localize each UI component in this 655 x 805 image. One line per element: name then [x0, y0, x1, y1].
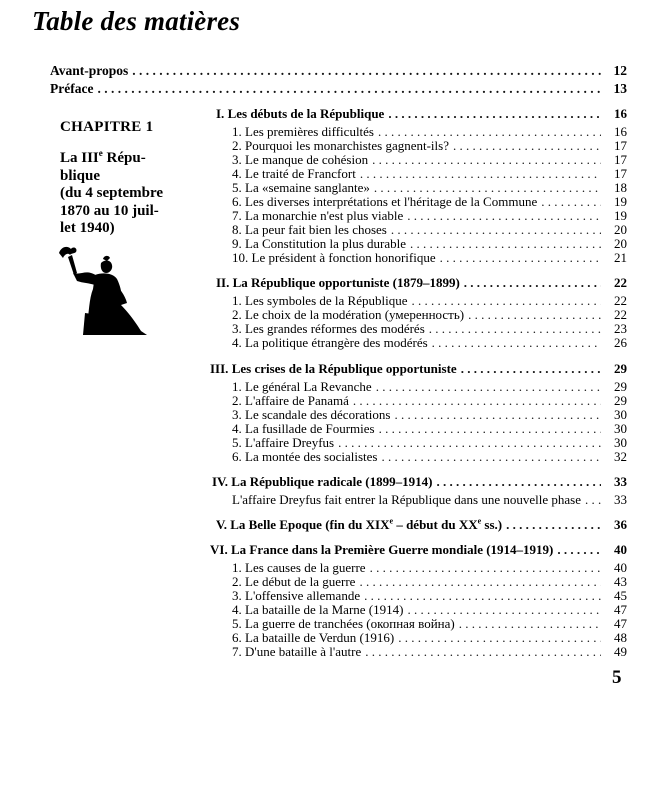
section-title: La République radicale (1899–1914) [231, 474, 433, 489]
toc-item-page: 33 [614, 492, 627, 507]
section-title: La France dans la Première Guerre mondiale (1914–1919) [230, 542, 554, 557]
dot-leader [365, 645, 601, 659]
toc-section-4[interactable] [212, 475, 627, 489]
toc-item[interactable] [232, 422, 627, 436]
toc-item-page: 20 [614, 222, 627, 237]
toc-entry-avant-propos[interactable] [50, 64, 627, 78]
dot-leader [398, 631, 601, 645]
toc-item-label: 10. Le président à fonction honorifique [232, 250, 436, 265]
toc-item-page: 29 [614, 393, 627, 408]
toc-item-label: 2. Pourquoi les monarchistes gagnent-ils? [232, 138, 449, 153]
toc-item[interactable] [232, 251, 627, 265]
chapter-subtitle-line: blique [60, 167, 101, 184]
toc-item-label: 1. Les symboles de la République [232, 293, 408, 308]
dot-leader [407, 209, 601, 223]
section-title: Les débuts de la République [227, 106, 385, 121]
toc-item[interactable] [232, 450, 627, 464]
section-title: Les crises de la République opportuniste [231, 361, 457, 376]
toc-item-page: 48 [614, 630, 627, 645]
toc-item[interactable] [232, 436, 627, 450]
dot-leader [388, 107, 601, 121]
dot-leader [541, 195, 601, 209]
toc-item-page: 26 [614, 335, 627, 350]
toc-item-label: 2. Le choix de la modération (умеренность) [232, 307, 465, 322]
section-page: 16 [614, 106, 627, 121]
toc-item-label: 3. Le scandale des décorations [232, 407, 391, 422]
chapter-subtitle [60, 150, 178, 238]
dot-leader [461, 362, 601, 376]
toc-item[interactable] [232, 237, 627, 251]
section-number: V. [216, 517, 227, 532]
toc-item[interactable] [232, 209, 627, 223]
toc-entry-label: Avant-propos [50, 63, 129, 78]
toc-entry-page: 13 [613, 81, 627, 96]
toc-item-page: 22 [614, 293, 627, 308]
dot-leader [353, 394, 601, 408]
toc-item[interactable] [232, 493, 627, 507]
dot-leader [379, 422, 601, 436]
section-number: I. [216, 106, 225, 121]
chapter-subtitle-line: Répu- [102, 150, 146, 166]
dot-leader [432, 336, 601, 350]
chapter-subtitle-line: La III [60, 150, 99, 166]
section-number: VI. [210, 542, 228, 557]
dot-leader [374, 181, 601, 195]
toc-item-label: 5. L'affaire Dreyfus [232, 435, 335, 450]
section-page: 29 [614, 361, 627, 376]
toc-item[interactable] [232, 308, 627, 322]
toc-item-label: 1. Les causes de la guerre [232, 560, 366, 575]
toc-item-page: 17 [614, 152, 627, 167]
toc-item-page: 32 [614, 449, 627, 464]
dot-leader [97, 82, 601, 96]
toc-item[interactable] [232, 167, 627, 181]
toc-item-label: 1. Les premières difficultés [232, 124, 374, 139]
section-number: II. [216, 275, 230, 290]
toc-item-page: 43 [614, 574, 627, 589]
toc-item-label: 4. La politique étrangère des modérés [232, 335, 428, 350]
toc-item-label: 6. Les diverses interprétations et l'héritage de la Commune [232, 194, 538, 209]
page-title: Table des matières [32, 6, 241, 36]
dot-leader [440, 251, 601, 265]
toc-item-page: 23 [614, 321, 627, 336]
toc-item[interactable] [232, 645, 627, 659]
dot-leader [459, 617, 601, 631]
toc-item-label: L'affaire Dreyfus fait entrer la République dans une nouvelle phase [232, 492, 581, 507]
toc-item-label: 4. La bataille de la Marne (1914) [232, 602, 404, 617]
dot-leader [360, 167, 601, 181]
toc-item-label: 4. Le traité de Francfort [232, 166, 356, 181]
dot-leader [453, 139, 601, 153]
toc-item-label: 2. L'affaire de Panamá [232, 393, 349, 408]
page-number: 5 [612, 667, 622, 688]
toc-item[interactable] [232, 394, 627, 408]
toc-item[interactable] [232, 631, 627, 645]
toc-item-page: 49 [614, 644, 627, 659]
toc-item[interactable] [232, 125, 627, 139]
toc-item-label: 9. La Constitution la plus durable [232, 236, 407, 251]
toc-item-page: 19 [614, 194, 627, 209]
toc-item-page: 30 [614, 421, 627, 436]
toc-item-label: 1. Le général La Revanche [232, 379, 372, 394]
toc-item-page: 22 [614, 307, 627, 322]
toc-item-page: 29 [614, 379, 627, 394]
section-number: IV. [212, 474, 229, 489]
toc-item[interactable] [232, 139, 627, 153]
chapter-subtitle-line: (du 4 septembre [60, 185, 164, 201]
toc-item[interactable] [232, 223, 627, 237]
chapter-label: CHAPITRE 1 [60, 119, 154, 135]
superscript: e [389, 516, 394, 526]
dot-leader [394, 408, 601, 422]
toc-item[interactable] [232, 153, 627, 167]
dot-leader [359, 575, 601, 589]
toc-entry-label: Préface [50, 81, 94, 96]
dot-leader [376, 380, 601, 394]
toc-item-label: 4. La fusillade de Fourmies [232, 421, 375, 436]
toc-item-page: 40 [614, 560, 627, 575]
dot-leader [391, 223, 601, 237]
toc-item[interactable] [232, 322, 627, 336]
toc-section-5[interactable] [216, 518, 627, 532]
dot-leader [132, 64, 601, 78]
section-page: 36 [614, 517, 627, 532]
toc-item-page: 17 [614, 138, 627, 153]
toc-item-label: 5. La «semaine sanglante» [232, 180, 370, 195]
dot-leader [410, 237, 601, 251]
chapter-subtitle-line: let 1940) [60, 220, 115, 236]
toc-item-label: 7. La monarchie n'est plus viable [232, 208, 404, 223]
toc-section-2[interactable] [216, 276, 627, 290]
toc-item-page: 45 [614, 588, 627, 603]
toc-item[interactable] [232, 380, 627, 394]
dot-leader [370, 561, 601, 575]
toc-item-label: 6. La bataille de Verdun (1916) [232, 630, 395, 645]
section-title [230, 517, 502, 532]
toc-item-label: 3. Les grandes réformes des modérés [232, 321, 425, 336]
toc-item-page: 19 [614, 208, 627, 223]
toc-item[interactable] [232, 195, 627, 209]
superscript: e [98, 148, 103, 158]
toc-item[interactable] [232, 575, 627, 589]
toc-item-label: 3. Le manque de cohésion [232, 152, 369, 167]
toc-item[interactable] [232, 408, 627, 422]
toc-item-page: 17 [614, 166, 627, 181]
toc-item[interactable] [232, 294, 627, 308]
dot-leader [506, 518, 601, 532]
toc-item-page: 47 [614, 616, 627, 631]
toc-item-label: 5. La guerre de tranchées (окопная война) [232, 616, 455, 631]
dot-leader [436, 475, 601, 489]
section-title-part: ss.) [481, 517, 503, 532]
toc-entry-preface[interactable] [50, 82, 627, 96]
toc-item[interactable] [232, 589, 627, 603]
dot-leader [411, 294, 601, 308]
toc-section-3[interactable] [210, 362, 627, 376]
toc-item-label: 8. La peur fait bien les choses [232, 222, 387, 237]
dot-leader [407, 603, 601, 617]
toc-item-page: 20 [614, 236, 627, 251]
section-page: 33 [614, 474, 627, 489]
dot-leader [585, 493, 601, 507]
section-number: III. [210, 361, 229, 376]
section-title-part: – début du XX [393, 517, 478, 532]
dot-leader [338, 436, 601, 450]
section-page: 40 [614, 542, 627, 557]
dot-leader [557, 543, 601, 557]
superscript: e [477, 516, 482, 526]
dot-leader [429, 322, 601, 336]
dot-leader [372, 153, 601, 167]
toc-item-label: 6. La montée des socialistes [232, 449, 378, 464]
toc-item[interactable] [232, 603, 627, 617]
toc-item-page: 30 [614, 407, 627, 422]
toc-item[interactable] [232, 336, 627, 350]
toc-item-label: 2. Le début de la guerre [232, 574, 356, 589]
toc-item-page: 18 [614, 180, 627, 195]
section-title: La République opportuniste (1879–1899) [232, 275, 460, 290]
toc-entry-page: 12 [613, 63, 627, 78]
statue-illustration [55, 243, 155, 335]
toc-item[interactable] [232, 561, 627, 575]
dot-leader [464, 276, 601, 290]
toc-item[interactable] [232, 617, 627, 631]
toc-section-1[interactable] [216, 107, 627, 121]
toc-item-page: 30 [614, 435, 627, 450]
toc-item-page: 47 [614, 602, 627, 617]
dot-leader [364, 589, 601, 603]
toc-item-page: 16 [614, 124, 627, 139]
dot-leader [378, 125, 601, 139]
toc-item-label: 7. D'une bataille à l'autre [232, 644, 362, 659]
section-title-part: La Belle Epoque (fin du XIX [230, 517, 390, 532]
toc-section-6[interactable] [210, 543, 627, 557]
toc-item[interactable] [232, 181, 627, 195]
section-page: 22 [614, 275, 627, 290]
chapter-subtitle-line: 1870 au 10 juil- [60, 202, 159, 219]
dot-leader [468, 308, 601, 322]
dot-leader [382, 450, 602, 464]
toc-item-label: 3. L'offensive allemande [232, 588, 361, 603]
toc-item-page: 21 [614, 250, 627, 265]
